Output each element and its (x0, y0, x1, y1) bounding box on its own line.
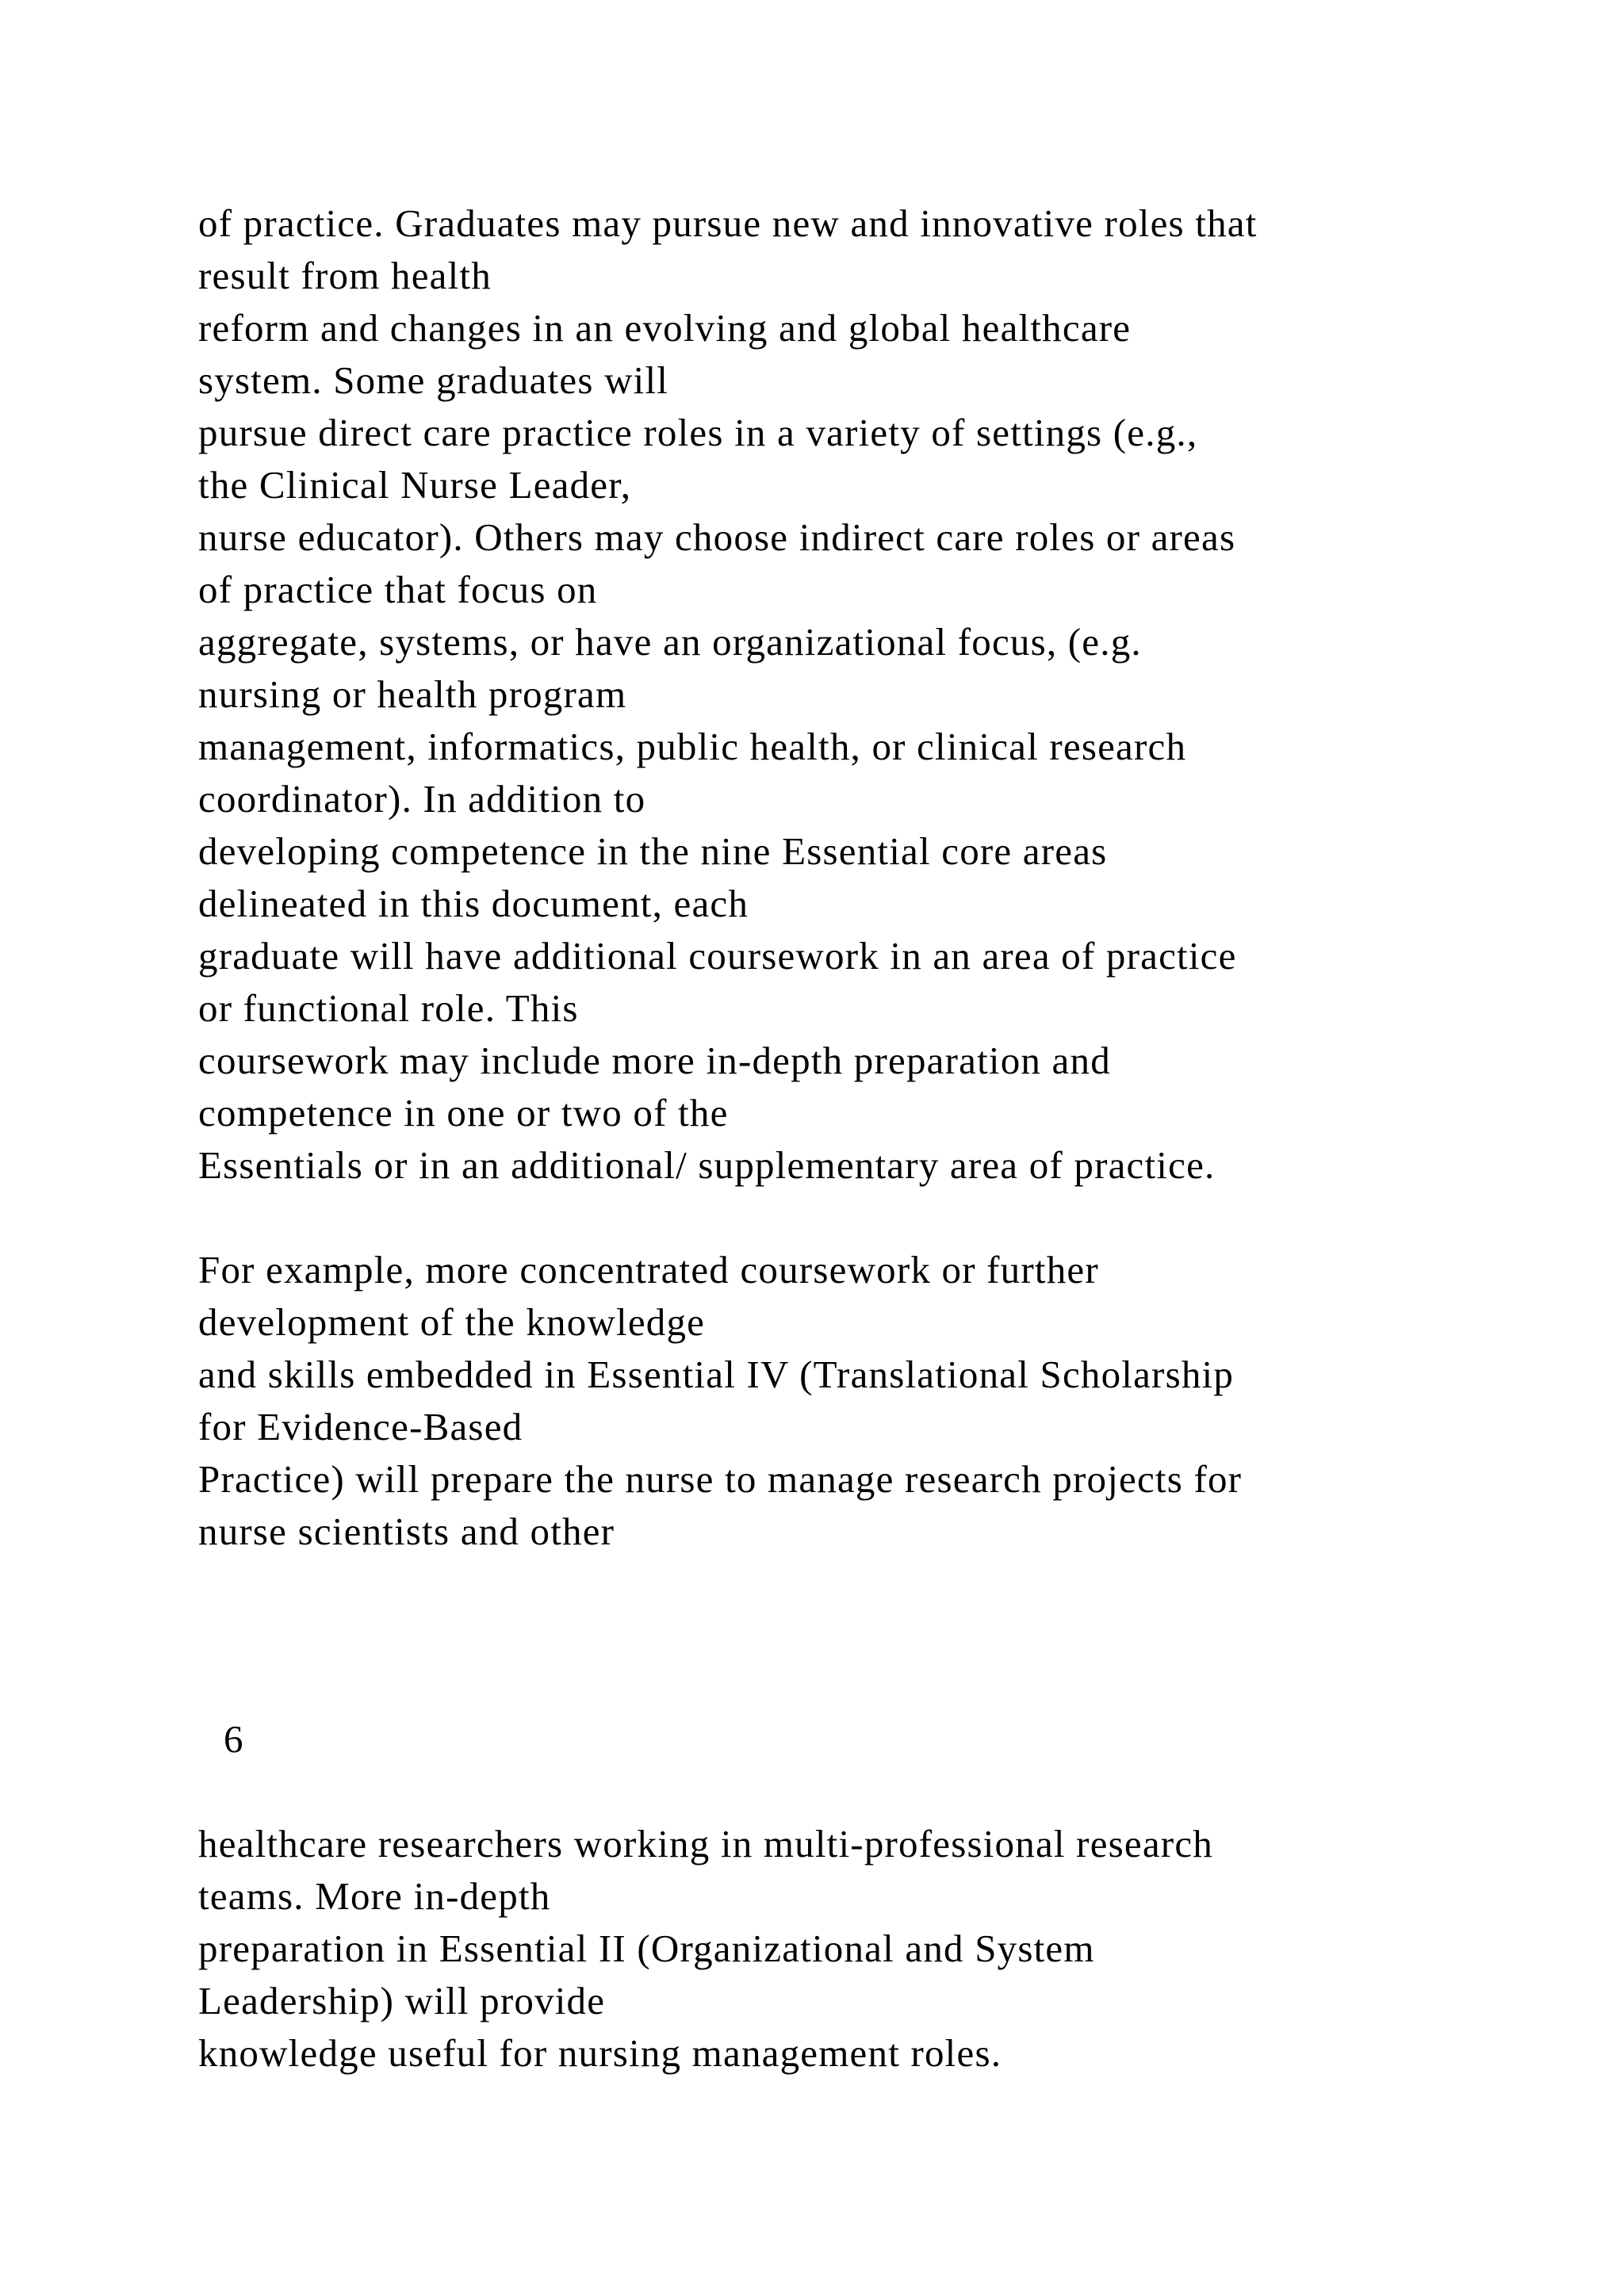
text-line: development of the knowledge (198, 1300, 706, 1344)
text-line: reform and changes in an evolving and global healthcare (198, 306, 1132, 350)
text-line: developing competence in the nine Essential core areas (198, 829, 1108, 873)
text-line: or functional role. This (198, 986, 579, 1030)
text-line: of practice that focus on (198, 568, 598, 611)
text-line: Essentials or in an additional/ supplementary area of practice. (198, 1143, 1216, 1187)
text-line: aggregate, systems, or have an organizational focus, (e.g. (198, 620, 1142, 664)
text-line: graduate will have additional coursework in an area of practice (198, 934, 1237, 978)
text-line: healthcare researchers working in multi-professional research (198, 1822, 1213, 1866)
text-line: management, informatics, public health, or clinical research (198, 725, 1187, 768)
text-line: competence in one or two of the (198, 1091, 729, 1135)
text-line: system. Some graduates will (198, 358, 669, 402)
text-line: For example, more concentrated coursework or further (198, 1248, 1099, 1292)
text-line: nurse educator). Others may choose indirect care roles or areas (198, 515, 1236, 559)
text-line: for Evidence-Based (198, 1405, 523, 1448)
text-line: Leadership) will provide (198, 1979, 606, 2022)
text-line: result from health (198, 254, 492, 297)
text-line: preparation in Essential II (Organizational and System (198, 1927, 1095, 1970)
text-line: coursework may include more in-depth preparation and (198, 1039, 1111, 1082)
text-line: pursue direct care practice roles in a variety of settings (e.g., (198, 411, 1198, 454)
text-line: Practice) will prepare the nurse to manage research projects for (198, 1457, 1243, 1501)
text-line: of practice. Graduates may pursue new and innovative roles that (198, 201, 1258, 245)
text-line: nursing or health program (198, 672, 627, 716)
text-line: coordinator). In addition to (198, 777, 646, 821)
text-line: delineated in this document, each (198, 882, 749, 925)
text-line: teams. More in-depth (198, 1874, 551, 1918)
text-line: the Clinical Nurse Leader, (198, 463, 632, 507)
text-line: knowledge useful for nursing management roles. (198, 2031, 1002, 2075)
text-line: nurse scientists and other (198, 1510, 615, 1553)
page-number: 6 (224, 1717, 243, 1761)
text-line: and skills embedded in Essential IV (Translational Scholarship (198, 1353, 1235, 1396)
